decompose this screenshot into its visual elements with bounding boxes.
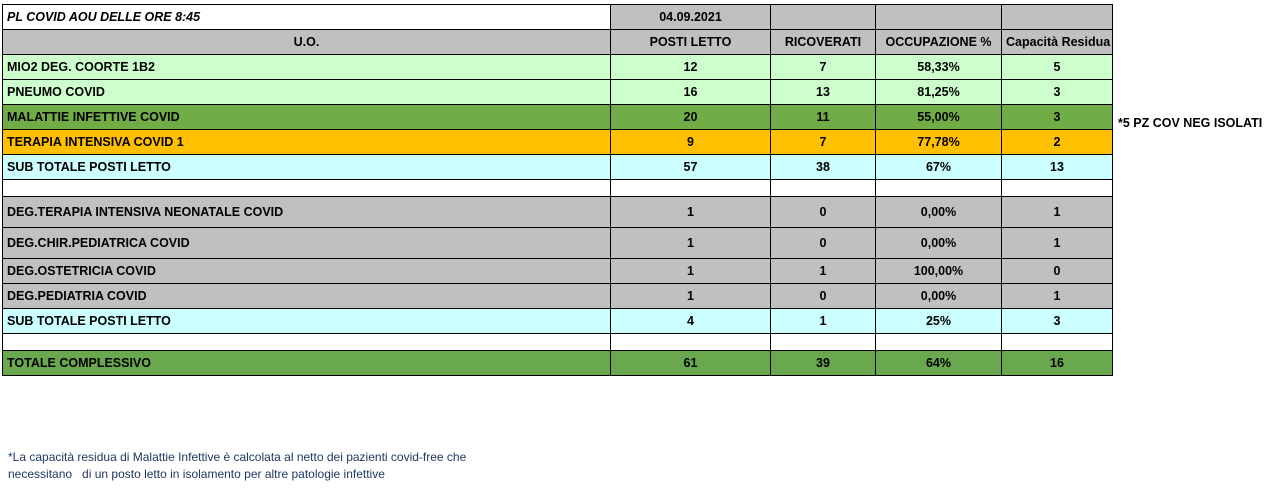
cell-capacita-residua: 3 (1002, 80, 1113, 105)
footnote-line-2: necessitano di un posto letto in isolamento per altre patologie infettive (8, 467, 385, 481)
row-label: TOTALE COMPLESSIVO (3, 351, 611, 376)
cell-posti-letto: 61 (611, 351, 771, 376)
column-header-ricoverati: RICOVERATI (771, 30, 876, 55)
table-row (3, 284, 1113, 309)
column-header-posti-letto: POSTI LETTO (611, 30, 771, 55)
row-label: DEG.OSTETRICIA COVID (3, 259, 611, 284)
cell-occupazione: 0,00% (876, 197, 1002, 228)
table-row (3, 334, 1113, 351)
cell-ricoverati: 0 (771, 197, 876, 228)
table-row (3, 180, 1113, 197)
cell-ricoverati: 0 (771, 228, 876, 259)
side-note: *5 PZ COV NEG ISOLATI (1118, 116, 1263, 130)
cell-ricoverati (771, 334, 876, 351)
cell-capacita-residua (1002, 334, 1113, 351)
row-label: MALATTIE INFETTIVE COVID (3, 105, 611, 130)
cell-capacita-residua: 3 (1002, 309, 1113, 334)
footnote (8, 449, 466, 483)
cell-posti-letto (611, 180, 771, 197)
cell-capacita-residua: 5 (1002, 55, 1113, 80)
table-header-row (3, 30, 1113, 55)
cell-capacita-residua: 2 (1002, 130, 1113, 155)
table-body (3, 5, 1113, 376)
cell-occupazione: 58,33% (876, 55, 1002, 80)
cell-occupazione: 55,00% (876, 105, 1002, 130)
title-filler-3 (1002, 5, 1113, 30)
cell-capacita-residua: 13 (1002, 155, 1113, 180)
cell-occupazione: 67% (876, 155, 1002, 180)
cell-posti-letto: 1 (611, 284, 771, 309)
column-header-capacita-residua: Capacità Residua (1002, 30, 1113, 55)
cell-capacita-residua: 16 (1002, 351, 1113, 376)
footnote-line-1: *La capacità residua di Malattie Infettive è calcolata al netto dei pazienti covid-free che (8, 450, 467, 464)
cell-capacita-residua: 3 (1002, 105, 1113, 130)
cell-posti-letto: 20 (611, 105, 771, 130)
cell-capacita-residua: 1 (1002, 197, 1113, 228)
row-label: DEG.TERAPIA INTENSIVA NEONATALE COVID (3, 197, 611, 228)
table-row (3, 105, 1113, 130)
page-title: PL COVID AOU DELLE ORE 8:45 (3, 5, 611, 30)
cell-occupazione: 81,25% (876, 80, 1002, 105)
cell-capacita-residua (1002, 180, 1113, 197)
cell-occupazione: 77,78% (876, 130, 1002, 155)
cell-capacita-residua: 1 (1002, 284, 1113, 309)
cell-occupazione: 0,00% (876, 284, 1002, 309)
cell-capacita-residua: 1 (1002, 228, 1113, 259)
row-label: SUB TOTALE POSTI LETTO (3, 155, 611, 180)
column-header-occupazione: OCCUPAZIONE % (876, 30, 1002, 55)
table-row (3, 197, 1113, 228)
cell-occupazione: 100,00% (876, 259, 1002, 284)
cell-occupazione (876, 180, 1002, 197)
row-label: DEG.PEDIATRIA COVID (3, 284, 611, 309)
cell-posti-letto: 1 (611, 228, 771, 259)
title-filler-1 (771, 5, 876, 30)
table-title-row (3, 5, 1113, 30)
cell-capacita-residua: 0 (1002, 259, 1113, 284)
title-filler-2 (876, 5, 1002, 30)
table-row (3, 155, 1113, 180)
cell-posti-letto: 1 (611, 259, 771, 284)
table-row (3, 351, 1113, 376)
cell-occupazione: 64% (876, 351, 1002, 376)
row-label (3, 180, 611, 197)
table-row (3, 309, 1113, 334)
cell-posti-letto: 1 (611, 197, 771, 228)
row-label: TERAPIA INTENSIVA COVID 1 (3, 130, 611, 155)
cell-ricoverati (771, 180, 876, 197)
table-row (3, 55, 1113, 80)
cell-occupazione: 25% (876, 309, 1002, 334)
row-label: PNEUMO COVID (3, 80, 611, 105)
cell-ricoverati: 7 (771, 130, 876, 155)
cell-posti-letto: 16 (611, 80, 771, 105)
cell-occupazione (876, 334, 1002, 351)
table-row (3, 228, 1113, 259)
column-header-uo: U.O. (3, 30, 611, 55)
cell-posti-letto: 57 (611, 155, 771, 180)
cell-ricoverati: 13 (771, 80, 876, 105)
table-row (3, 259, 1113, 284)
cell-ricoverati: 0 (771, 284, 876, 309)
row-label: DEG.CHIR.PEDIATRICA COVID (3, 228, 611, 259)
cell-ricoverati: 11 (771, 105, 876, 130)
cell-ricoverati: 38 (771, 155, 876, 180)
cell-ricoverati: 1 (771, 309, 876, 334)
cell-posti-letto: 4 (611, 309, 771, 334)
row-label (3, 334, 611, 351)
covid-beds-table (2, 4, 1113, 376)
cell-posti-letto: 9 (611, 130, 771, 155)
cell-posti-letto: 12 (611, 55, 771, 80)
cell-posti-letto (611, 334, 771, 351)
cell-ricoverati: 1 (771, 259, 876, 284)
row-label: MIO2 DEG. COORTE 1B2 (3, 55, 611, 80)
table-row (3, 80, 1113, 105)
table-row (3, 130, 1113, 155)
cell-ricoverati: 7 (771, 55, 876, 80)
cell-ricoverati: 39 (771, 351, 876, 376)
cell-occupazione: 0,00% (876, 228, 1002, 259)
report-date: 04.09.2021 (611, 5, 771, 30)
row-label: SUB TOTALE POSTI LETTO (3, 309, 611, 334)
